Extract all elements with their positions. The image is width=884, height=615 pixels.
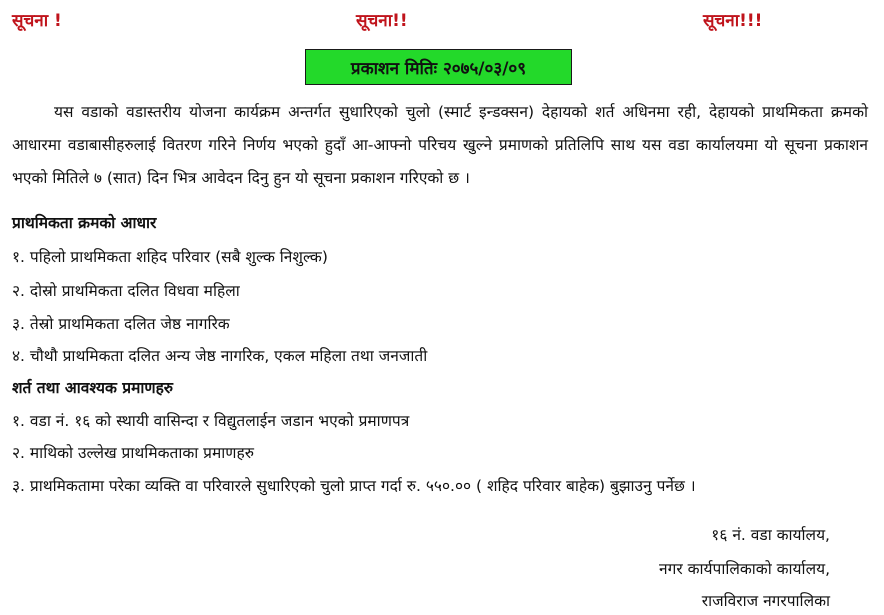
condition-item-3: ३. प्राथमिकतामा परेका व्यक्ति वा परिवारले सुधारिएको चुलो प्राप्त गर्दा रु. ५५०.०० ( शहिद परिवार बाहेक) बुझाउनु पर्नेछ । (12, 477, 696, 495)
notice-heading-left: सूचना ! (12, 11, 62, 31)
publication-date-banner: प्रकाशन मितिः २०७५/०३/०९ (305, 49, 572, 85)
condition-item-2: २. माथिको उल्लेख प्राथमिकताका प्रमाणहरु (12, 444, 254, 462)
intro-paragraph: यस वडाको वडास्तरीय योजना कार्यक्रम अन्तर्गत सुधारिएको चुलो (स्मार्ट इन्डक्सन) देहायको शर्त अधिनमा रही, देहायको प्राथमिकता क्रमको आधारमा वडाबासीहरुलाई वितरण गरिने निर्णय भएको हुदाँ आ-आफ्नो परिचय खुल्ने प्रमाणको प्रतिलिपि साथ यस वडा कार्यालयमा यो सूचना प्रकाशन भएको मितिले ७ (सात) दिन भित्र आवेदन दिनु हुन यो सूचना प्रकाशन गरिएको छ । (12, 103, 868, 187)
priority-heading: प्राथमिकता क्रमको आधार (12, 214, 157, 232)
priority-item-4: ४. चौथौ प्राथमिकता दलित अन्य जेष्ठ नागरिक, एकल महिला तथा जनजाती (12, 347, 428, 365)
notice-heading-center: सूचना!! (356, 11, 408, 31)
notice-heading-right: सूचना!!! (703, 11, 763, 31)
signature-line-3: राजविराज नगरपालिका (701, 592, 830, 610)
priority-item-2: २. दोस्रो प्राथमिकता दलित विधवा महिला (12, 282, 240, 300)
signature-line-1: १६ नं. वडा कार्यालय, (711, 526, 830, 544)
condition-item-1: १. वडा नं. १६ को स्थायी वासिन्दा र विद्युतलाईन जडान भएको प्रमाणपत्र (12, 412, 410, 430)
signature-line-2: नगर कार्यपालिकाको कार्यालय, (659, 560, 830, 578)
conditions-heading: शर्त तथा आवश्यक प्रमाणहरु (12, 379, 174, 397)
priority-item-3: ३. तेस्रो प्राथमिकता दलित जेष्ठ नागरिक (12, 315, 230, 333)
priority-item-1: १. पहिलो प्राथमिकता शहिद परिवार (सबै शुल्क निशुल्क) (12, 248, 328, 266)
